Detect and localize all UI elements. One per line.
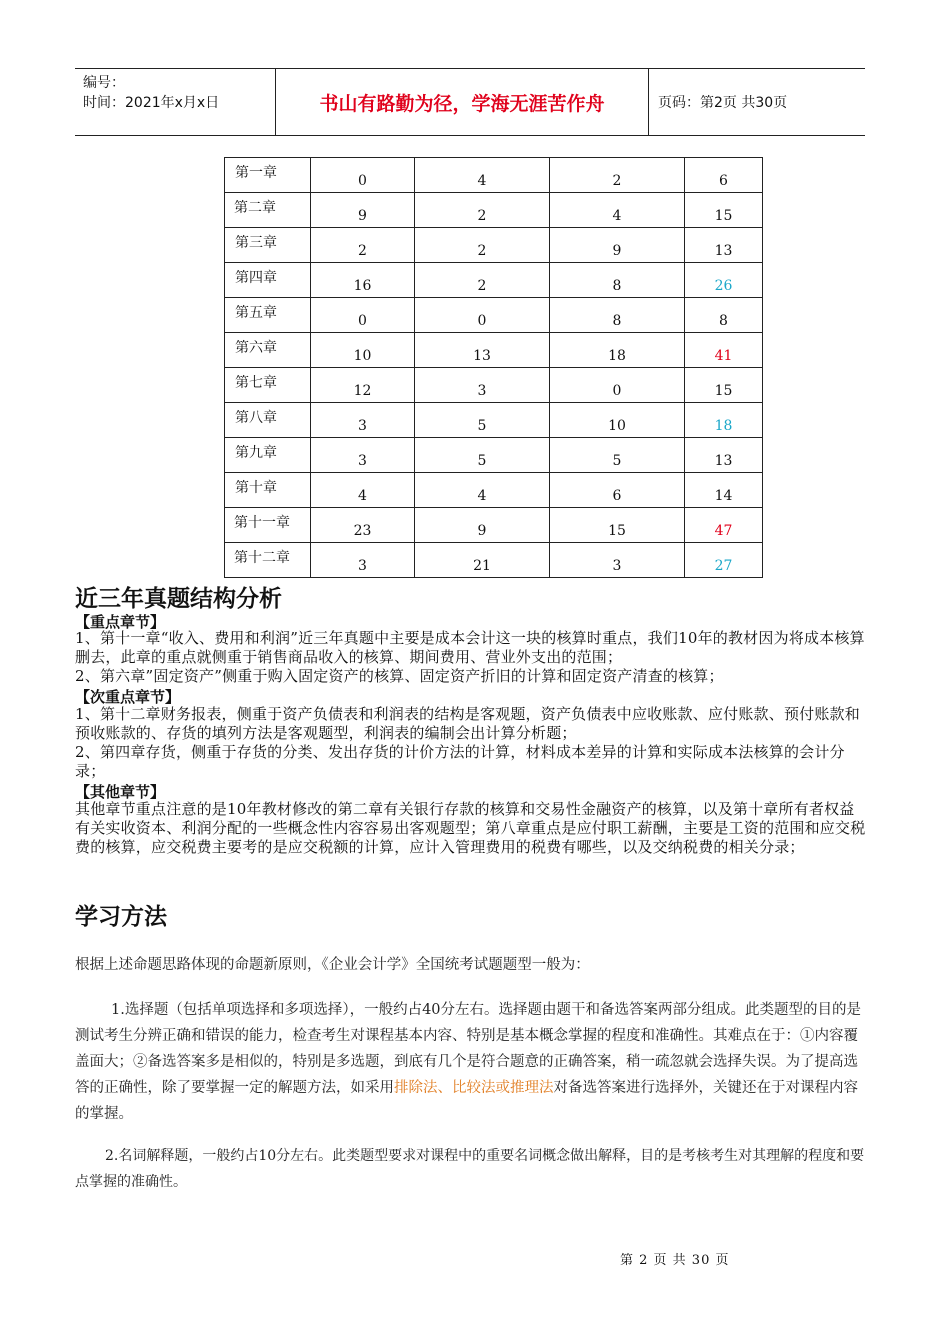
key-paragraph-2: 2、第六章”固定资产”侧重于购入固定资产的核算、固定资产折旧的计算和固定资产清查的核算； <box>75 667 724 685</box>
score-cell: 10 <box>550 403 685 438</box>
score-cell: 4 <box>415 158 550 193</box>
chapter-cell: 第五章 <box>225 298 311 333</box>
score-cell: 10 <box>311 333 415 368</box>
chapter-cell: 第十章 <box>225 473 311 508</box>
table-row <box>225 298 763 333</box>
total-cell: 15 <box>685 193 763 228</box>
total-cell: 8 <box>685 298 763 333</box>
score-cell: 5 <box>415 403 550 438</box>
score-cell: 0 <box>311 158 415 193</box>
score-cell: 8 <box>550 263 685 298</box>
key-chapters-heading: 【重点章节】 <box>75 613 166 631</box>
score-cell: 12 <box>311 368 415 403</box>
score-cell: 3 <box>311 543 415 578</box>
method-item-1-tail: 对备选答案进行选择外，关键还在于对课程内容的掌握。 <box>75 1080 858 1122</box>
chapter-cell: 第八章 <box>225 403 311 438</box>
chapter-cell: 第十二章 <box>225 543 311 578</box>
secondary-chapters-heading: 【次重点章节】 <box>75 688 181 706</box>
score-cell: 5 <box>415 438 550 473</box>
other-paragraph: 其他章节重点注意的是10年教材修改的第二章有关银行存款的核算和交易性金融资产的核算，以及第十章所有者权益有关实收资本、利润分配的一些概念性内容容易出客观题型；第八章重点是应付职工薪酬，主要是工资的范围和应交税费的核算，应交税费主要考的是应交税额的计算，应计入管理费用的税费有哪些，以及交纳税费的相关分录； <box>75 800 866 856</box>
table-row <box>225 333 763 368</box>
method-item-1-text: 1.选择题（包括单项选择和多项选择），一般约占40分左右。选择题由题干和备选答案两部分组成。此类题型的目的是测试考生分辨正确和错误的能力，检查考生对课程基本内容、特别是基本概念掌握的程度和准确性。其难点在于：①内容覆盖面大；②备选答案多是相似的，特别是多选题，到底有几个是符合题意的正确答案，稍一疏忽就会选择失误。为了提高选答的正确性，除了要掌握一定的解题方法，如采用 <box>75 1002 862 1096</box>
total-cell: 41 <box>685 333 763 368</box>
score-cell: 0 <box>311 298 415 333</box>
table-row <box>225 228 763 263</box>
chapter-cell: 第九章 <box>225 438 311 473</box>
page-footer: 第 2 页 共 30 页 <box>620 1253 730 1268</box>
secondary-paragraph-2: 2、第四章存货，侧重于存货的分类、发出存货的计价方法的计算，材料成本差异的计算和实际成本法核算的会计分录； <box>75 743 845 780</box>
header-motto: 书山有路勤为径，学海无涯苦作舟 <box>319 92 605 115</box>
score-cell: 3 <box>311 403 415 438</box>
table-row <box>225 193 763 228</box>
score-cell: 18 <box>550 333 685 368</box>
chapter-cell: 第二章 <box>225 193 311 228</box>
score-cell: 16 <box>311 263 415 298</box>
score-cell: 0 <box>550 368 685 403</box>
chapter-cell: 第六章 <box>225 333 311 368</box>
total-cell: 26 <box>685 263 763 298</box>
table-row <box>225 403 763 438</box>
table-row <box>225 368 763 403</box>
table-row <box>225 543 763 578</box>
table-row <box>225 158 763 193</box>
total-cell: 15 <box>685 368 763 403</box>
chapter-cell: 第七章 <box>225 368 311 403</box>
table-row <box>225 473 763 508</box>
score-cell: 3 <box>415 368 550 403</box>
score-cell: 4 <box>311 473 415 508</box>
header-divider <box>648 69 649 135</box>
score-cell: 2 <box>550 158 685 193</box>
score-cell: 3 <box>550 543 685 578</box>
chapter-cell: 第一章 <box>225 158 311 193</box>
table-row <box>225 263 763 298</box>
header-meta <box>83 73 219 113</box>
score-cell: 9 <box>311 193 415 228</box>
score-cell: 2 <box>415 263 550 298</box>
other-chapters-heading: 【其他章节】 <box>75 783 166 801</box>
score-cell: 4 <box>550 193 685 228</box>
score-cell: 2 <box>415 193 550 228</box>
number-label: 编号： <box>83 75 125 91</box>
score-cell: 23 <box>311 508 415 543</box>
chapter-cell: 第十一章 <box>225 508 311 543</box>
total-cell: 13 <box>685 438 763 473</box>
chapter-score-table <box>224 157 763 578</box>
table-row <box>225 508 763 543</box>
score-cell: 2 <box>415 228 550 263</box>
total-cell: 27 <box>685 543 763 578</box>
key-paragraph-1: 1、第十一章“收入、费用和利润”近三年真题中主要是成本会计这一块的核算时重点，我们10年的教材因为将成本核算删去，此章的重点就侧重于销售商品收入的核算、期间费用、营业外支出的范围； <box>75 629 865 666</box>
method-item-1-highlight: 排除法、比较法或推理法 <box>394 1080 554 1096</box>
score-cell: 8 <box>550 298 685 333</box>
score-cell: 4 <box>415 473 550 508</box>
score-cell: 13 <box>415 333 550 368</box>
analysis-title: 近三年真题结构分析 <box>75 586 282 612</box>
score-cell: 3 <box>311 438 415 473</box>
score-cell: 2 <box>311 228 415 263</box>
chapter-cell: 第四章 <box>225 263 311 298</box>
total-cell: 18 <box>685 403 763 438</box>
header-page-info: 页码：第2页 共30页 <box>658 95 788 111</box>
total-cell: 13 <box>685 228 763 263</box>
score-cell: 9 <box>415 508 550 543</box>
table-row <box>225 438 763 473</box>
page-header <box>75 68 865 136</box>
score-cell: 6 <box>550 473 685 508</box>
score-cell: 21 <box>415 543 550 578</box>
score-cell: 5 <box>550 438 685 473</box>
score-cell: 9 <box>550 228 685 263</box>
total-cell: 47 <box>685 508 763 543</box>
score-cell: 15 <box>550 508 685 543</box>
method-title: 学习方法 <box>75 904 167 930</box>
method-intro: 根据上述命题思路体现的命题新原则，《企业会计学》全国统考试题题型一般为： <box>75 957 590 973</box>
method-item-1 <box>75 997 870 1127</box>
total-cell: 14 <box>685 473 763 508</box>
total-cell: 6 <box>685 158 763 193</box>
time-label: 时间：2021年x月x日 <box>83 95 220 111</box>
score-cell: 0 <box>415 298 550 333</box>
chapter-cell: 第三章 <box>225 228 311 263</box>
method-item-2: 2.名词解释题，一般约占10分左右。此类题型要求对课程中的重要名词概念做出解释，目的是考核考生对其理解的程度和要点掌握的准确性。 <box>75 1148 865 1190</box>
secondary-paragraph-1: 1、第十二章财务报表，侧重于资产负债表和利润表的结构是客观题，资产负债表中应收账款、应付账款、预付账款和预收账款的、存货的填列方法是客观题型，利润表的编制会出计算分析题； <box>75 705 860 742</box>
